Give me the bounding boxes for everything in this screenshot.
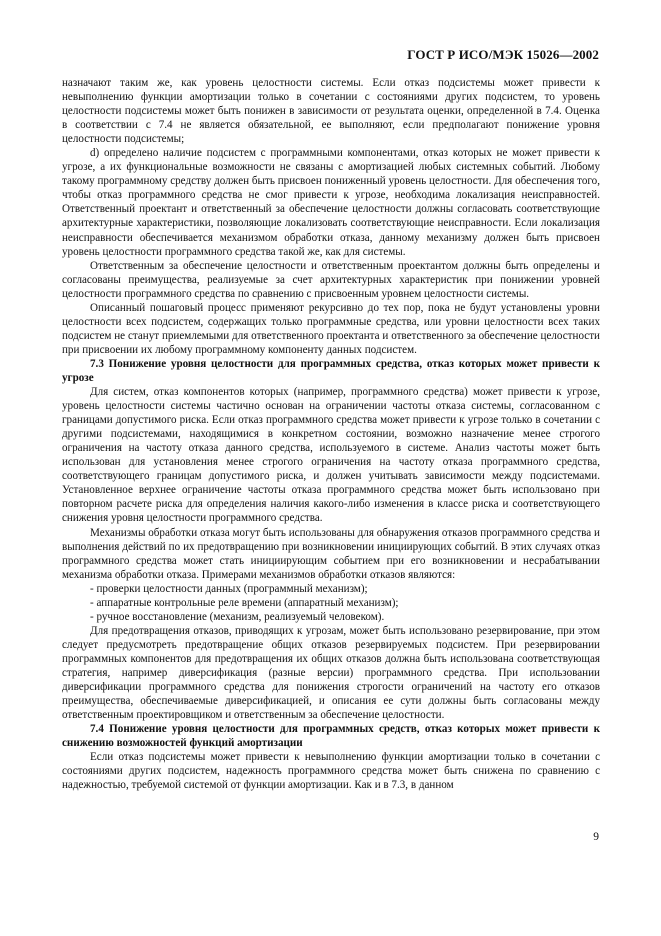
paragraph: Механизмы обработки отказа могут быть использованы для обнаружения отказов программного средства и выполнения действий по их предотвращению при возникновении инициирующих событий. В этих случаях отказ программного средства может стать инициирующим событием при его возникновении и несрабатывании механизма обработки отказа. Примерами механизмов обработки отказов являются:: [62, 526, 600, 581]
paragraph: назначают таким же, как уровень целостности системы. Если отказ подсистемы может привести к невыполнению функции амортизации только в сочетании с состояниями других подсистем, то уровень целостности подсистемы может быть понижен в зависимости от результата оценки, определенной в 7.4. Оценка в соответствии с 7.4 не является обязательной, ее выполняют, если предполагают понижение уровня целостности подсистемы;: [62, 77, 600, 146]
paragraph: d) определено наличие подсистем с программными компонентами, отказ которых не может привести к угрозе, а их функциональные возможности не связаны с амортизацией любых системных событий. Любому такому программному средству должен быть присвоен пониженный уровень целостности. Для обеспечения того, чтобы отказ программного средства не смог привести к угрозе, необходима локализация неисправностей. Ответственный проектант и ответственный за обеспечение целостности должны согласовать соответствующие архитектурные характеристики, позволяющие локализовать соответствующие неисправности. Если локализация неисправности обеспечивается механизмом обработки отказа, данному механизму должен быть присвоен уровень целостности программного средства такой же, как для системы.: [62, 147, 600, 258]
paragraph: Для предотвращения отказов, приводящих к угрозам, может быть использовано резервирование, при этом следует предусмотреть предотвращение общих отказов резервируемых подсистем. При резервировании программных компонентов для предотвращения их общих отказов должна быть использована соответствующая стратегия, например диверсификация (разные версии) программного средства. При использовании диверсификации программного средства для понижения строгости ограничений на частоту его отказов преимущества, обеспечиваемые диверсификацией, и описания ее сути должны быть согласованы между ответственным проектировщиком и ответственным за обеспечение целостности.: [62, 624, 600, 722]
paragraph: Ответственным за обеспечение целостности и ответственным проектантом должны быть определены и согласованы преимущества, реализуемые за счет архитектурных характеристик при понижении уровней целостности программного средства по сравнению с присвоенным уровнем целостности системы.: [62, 259, 600, 300]
fault-handling-list: [62, 582, 600, 624]
section-heading-7-3: 7.3 Понижение уровня целостности для программных средства, отказ которых может привести к угрозе: [62, 357, 600, 384]
list-item: - аппаратные контрольные реле времени (аппаратный механизм);: [90, 596, 399, 609]
section-heading-7-4: 7.4 Понижение уровня целостности для программных средств, отказ которых может привести к снижению возможностей функций амортизации: [62, 723, 600, 750]
document-body: [62, 76, 600, 792]
page-number: 9: [593, 831, 599, 843]
document-header: ГОСТ Р ИСО/МЭК 15026—2002: [407, 47, 599, 62]
paragraph: Если отказ подсистемы может привести к невыполнению функции амортизации только в сочетании с состояниями других подсистем, надежность программного средства может быть снижена по сравнению с надежностью, требуемой системой от функции амортизации. Как и в 7.3, в данном: [62, 751, 600, 792]
list-item: - проверки целостности данных (программный механизм);: [90, 582, 368, 595]
paragraph: Описанный пошаговый процесс применяют рекурсивно до тех пор, пока не будут установлены уровни целостности всех подсистем, содержащих только программные средства, или уровни целостности всех таких подсистем не станут приемлемыми для ответственного проектанта и ответственного за обеспечение целостности при присвоении их любому программному компоненту данных подсистем.: [62, 301, 600, 356]
list-item: - ручное восстановление (механизм, реализуемый человеком).: [90, 610, 385, 623]
paragraph: Для систем, отказ компонентов которых (например, программного средства) может привести к угрозе, уровень целостности системы частично основан на ограничении частоты отказа системы, согласованном с границами допустимого риска. Если отказ программного средства может привести к угрозе только в сочетании с другими подсистемами, находящимися в конкретном состоянии, возможно назначение менее строгого ограничения на частоту отказа данного средства, используемого в системе. Анализ частоты может быть использован для установления менее строгого ограничения на частоту отказа программного средства, соответствующего границам допустимого риска, и должен учитывать зависимости между подсистемами. Установленное верхнее ограничение частоты отказа программного средства может быть использовано при повторном расчете риска для определения наличия какого-либо изменения в классе риска и соответствующего снижения уровня целостности программного средства.: [62, 386, 600, 525]
